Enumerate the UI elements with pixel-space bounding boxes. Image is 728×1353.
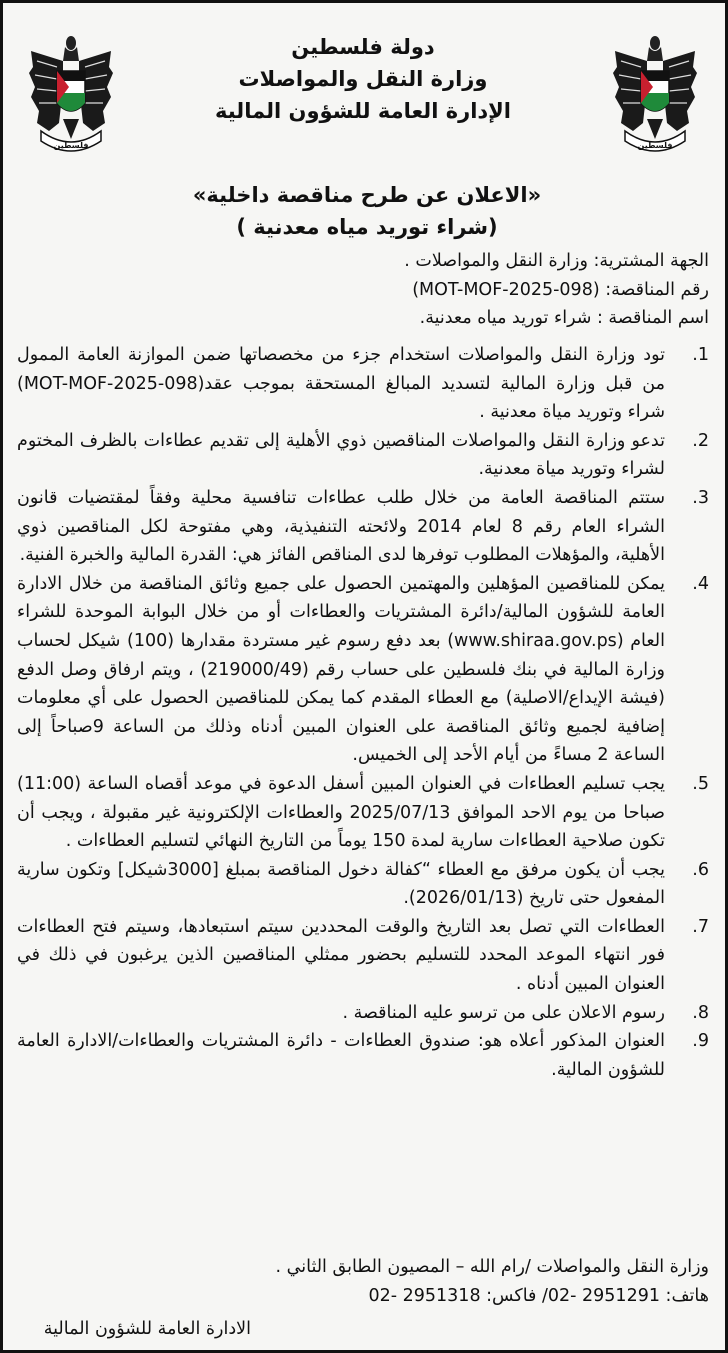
list-item — [17, 341, 709, 427]
item-text: تدعو وزارة النقل والمواصلات المناقصين ذوي الأهلية إلى تقديم عطاءات بالظرف المختوم لشراء وتوريد مياة معدنية. — [17, 430, 665, 480]
list-item — [17, 570, 709, 770]
buyer-line: الجهة المشترية: وزارة النقل والمواصلات . — [404, 251, 709, 271]
address-line: وزارة النقل والمواصلات /رام الله – المصيون الطابق الثاني . — [275, 1257, 709, 1277]
item-text: ستتم المناقصة العامة من خلال طلب عطاءات تنافسية محلية وفقاً لمقتضيات قانون الشراء العام رقم 8 لعام 2014 ولائحته التنفيذية، وهي مفتوحة لكل المناقصين ذوي الأهلية، والمؤهلات المطلوب توفرها لدى المناقص الفائز هي: القدرة المالية والخبرة الفنية. — [17, 487, 665, 566]
emblem-right-svg — [611, 27, 699, 163]
item-number: 9. — [692, 1031, 709, 1052]
item-number: 3. — [692, 487, 709, 508]
item-number: 8. — [692, 1002, 709, 1023]
announcement-subtitle: (شراء توريد مياه معدنية ) — [236, 215, 498, 239]
list-item — [17, 770, 709, 856]
item-number: 4. — [692, 573, 709, 594]
item-text: يمكن للمناقصين المؤهلين والمهتمين الحصول على جميع وثائق المناقصة من خلال الادارة العامة للشؤون المالية/دائرة المشتريات والعطاءات أو من خلال البوابة الموحدة للشراء العام (www.shiraa.gov.ps) بعد دفع رسوم غير مستردة مقدارها (100) شيكل لحساب وزارة المالية في بنك فلسطين على حساب رقم (219000/49) ، ويتم ارفاق وصل الدفع (فيشة الإيداع/الاصلية) مع العطاء المقدم كما يمكن للمناقصين الحصول على أي معلومات إضافية لجميع وثائق المناقصة على العنوان المبين أدناه وذلك من الساعة 9صباحاً إلى الساعة 2 مساءً من أيام الأحد إلى الخميس. — [17, 573, 666, 766]
announcement-title-block — [63, 179, 671, 243]
list-item — [17, 427, 709, 484]
item-text: تود وزارة النقل والمواصلات استخدام جزء من مخصصاتها ضمن الموازنة العامة الممول من قبل وزارة المالية لتسديد المبالغ المستحقة بموجب عقد(MOT-MOF-2025-098) شراء وتوريد مياة معدنية . — [17, 345, 665, 423]
item-number: 5. — [692, 773, 709, 794]
item-number: 1. — [692, 345, 709, 365]
item-text: رسوم الاعلان على من ترسو عليه المناقصة . — [342, 1002, 665, 1023]
emblem-caption: فلسطين — [637, 141, 673, 150]
emblem-caption: فلسطين — [53, 141, 89, 150]
list-item — [17, 856, 709, 913]
issuer-header — [143, 31, 583, 127]
tender-terms-list — [17, 341, 709, 1084]
phone-fax-line: هاتف: 2951291 -02/ فاكس: 2951318 -02 — [368, 1285, 709, 1306]
department-name: الإدارة العامة للشؤون المالية — [215, 99, 511, 123]
signoff: الادارة العامة للشؤون المالية — [43, 1319, 251, 1339]
tender-meta — [19, 247, 709, 333]
list-item — [17, 999, 709, 1028]
item-text: العنوان المذكور أعلاه هو: صندوق العطاءات - دائرة المشتريات والعطاءات/الادارة العامة للشؤون المالية. — [17, 1031, 665, 1080]
tender-number-line: رقم المناقصة: (MOT-MOF-2025-098) — [412, 279, 709, 300]
emblem-left-svg — [27, 27, 115, 163]
tender-name-line: اسم المناقصة : شراء توريد مياه معدنية. — [419, 308, 709, 328]
item-number: 6. — [692, 859, 709, 880]
item-text: يجب أن يكون مرفق مع العطاء “كفالة دخول المناقصة بمبلغ [3000شيكل] وتكون سارية المفعول حتى تاريخ (2026/01/13). — [17, 859, 665, 909]
ministry-name: وزارة النقل والمواصلات — [238, 67, 488, 91]
item-number: 2. — [692, 430, 709, 451]
list-item — [17, 913, 709, 999]
item-text: يجب تسليم العطاءات في العنوان المبين أسفل الدعوة في موعد أقصاه الساعة (11:00) صباحا من يوم الاحد الموافق 2025/07/13 والعطاءات الإلكترونية غير مقبولة ، ويجب أن تكون صلاحية العطاءات سارية لمدة 150 يوماً من التاريخ النهائي لتسليم العطاءات . — [17, 773, 665, 852]
item-text: العطاءات التي تصل بعد التاريخ والوقت المحددين سيتم استبعادها، وسيتم فتح العطاءات فور انتهاء الموعد المحدد للتسليم بحضور ممثلي المناقصين الذين يرغبون في ذلك في العنوان المبين أدناه . — [17, 916, 665, 995]
list-item — [17, 1027, 709, 1084]
contact-footer — [19, 1253, 709, 1310]
item-number: 7. — [692, 916, 709, 937]
announcement-title: «الاعلان عن طرح مناقصة داخلية» — [192, 183, 542, 207]
list-item — [17, 484, 709, 570]
palestine-eagle-emblem-icon — [611, 27, 699, 163]
palestine-eagle-emblem-icon — [27, 27, 115, 163]
state-name: دولة فلسطين — [291, 35, 435, 59]
